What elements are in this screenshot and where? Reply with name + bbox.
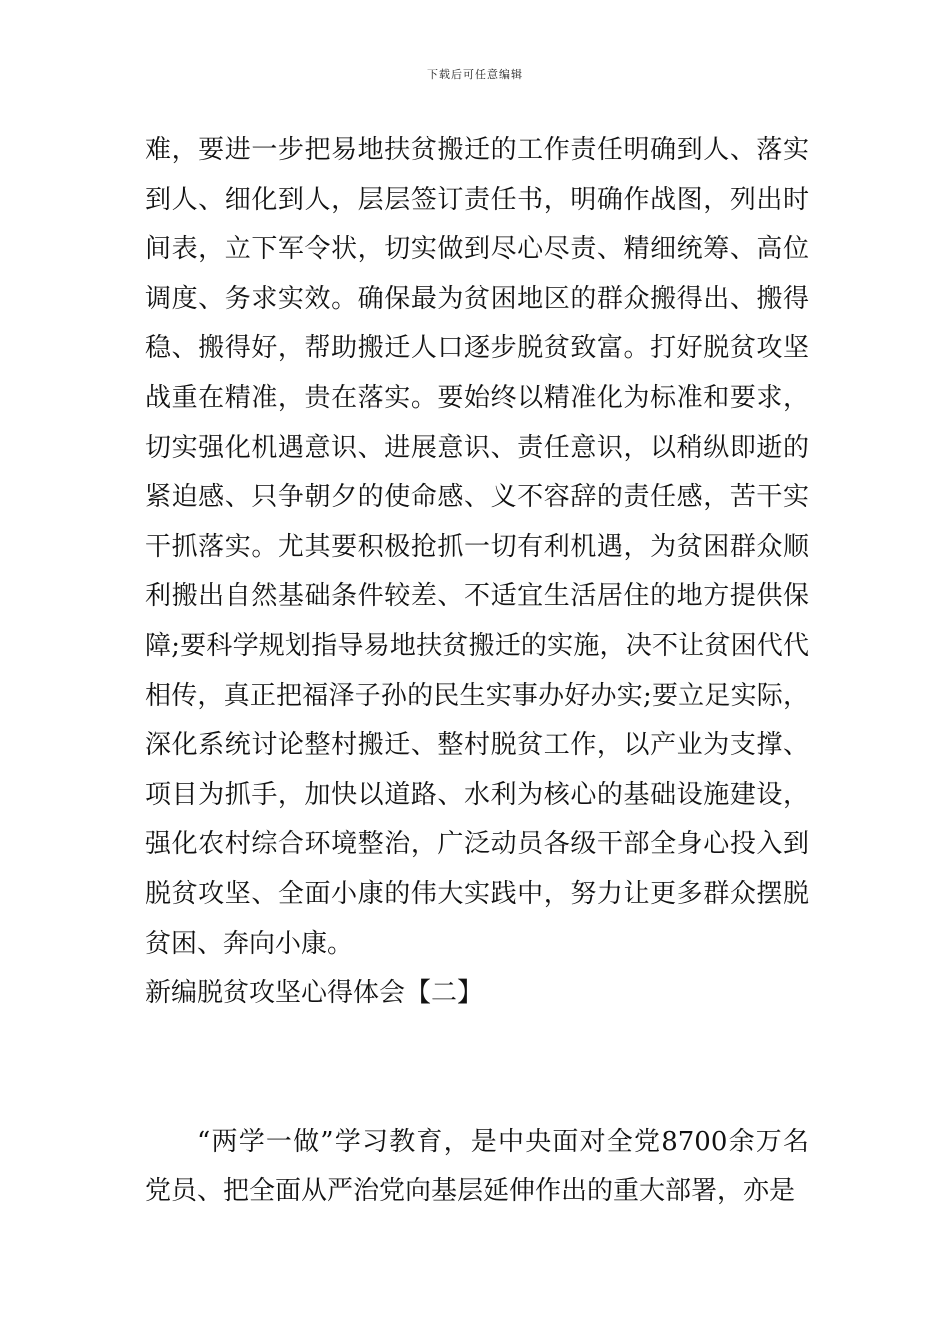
document-body	[145, 126, 809, 1217]
section-heading: 新编脱贫攻坚心得体会【二】	[145, 978, 484, 1009]
blank-space	[145, 1019, 809, 1118]
body-paragraph: 难，要进一步把易地扶贫搬迁的工作责任明确到人、落实到人、细化到人，层层签订责任书，明确作战图，列出时间表，立下军令状，切实做到尽心尽责、精细统筹、高位调度、务求实效。确保最为贫困地区的群众搬得出、搬得稳、搬得好，帮助搬迁人口逐步脱贫致富。打好脱贫攻坚战重在精准，贵在落实。要始终以精准化为标准和要求，切实强化机遇意识、进展意识、责任意识，以稍纵即逝的紧迫感、只争朝夕的使命感、义不容辞的责任感，苦干实干抓落实。尤其要积极抢抓一切有利机遇，为贫困群众顺利搬出自然基础条件较差、不适宜生活居住的地方提供保障;要科学规划指导易地扶贫搬迁的实施，决不让贫困代代相传，真正把福泽子孙的民生实事办好办实;要立足实际，深化系统讨论整村搬迁、整村脱贫工作，以产业为支撑、项目为抓手，加快以道路、水利为核心的基础设施建设，强化农村综合环境整治，广泛动员各级干部全身心投入到脱贫攻坚、全面小康的伟大实践中，努力让更多群众摆脱贫困、奔向小康。	[145, 135, 809, 959]
page-header-note: 下载后可任意编辑	[427, 68, 523, 81]
body-paragraph: “两学一做”学习教育，是中央面对全党8700余万名党员、把全面从严治党向基层延伸作出的重大部署，亦是	[145, 1126, 809, 1207]
